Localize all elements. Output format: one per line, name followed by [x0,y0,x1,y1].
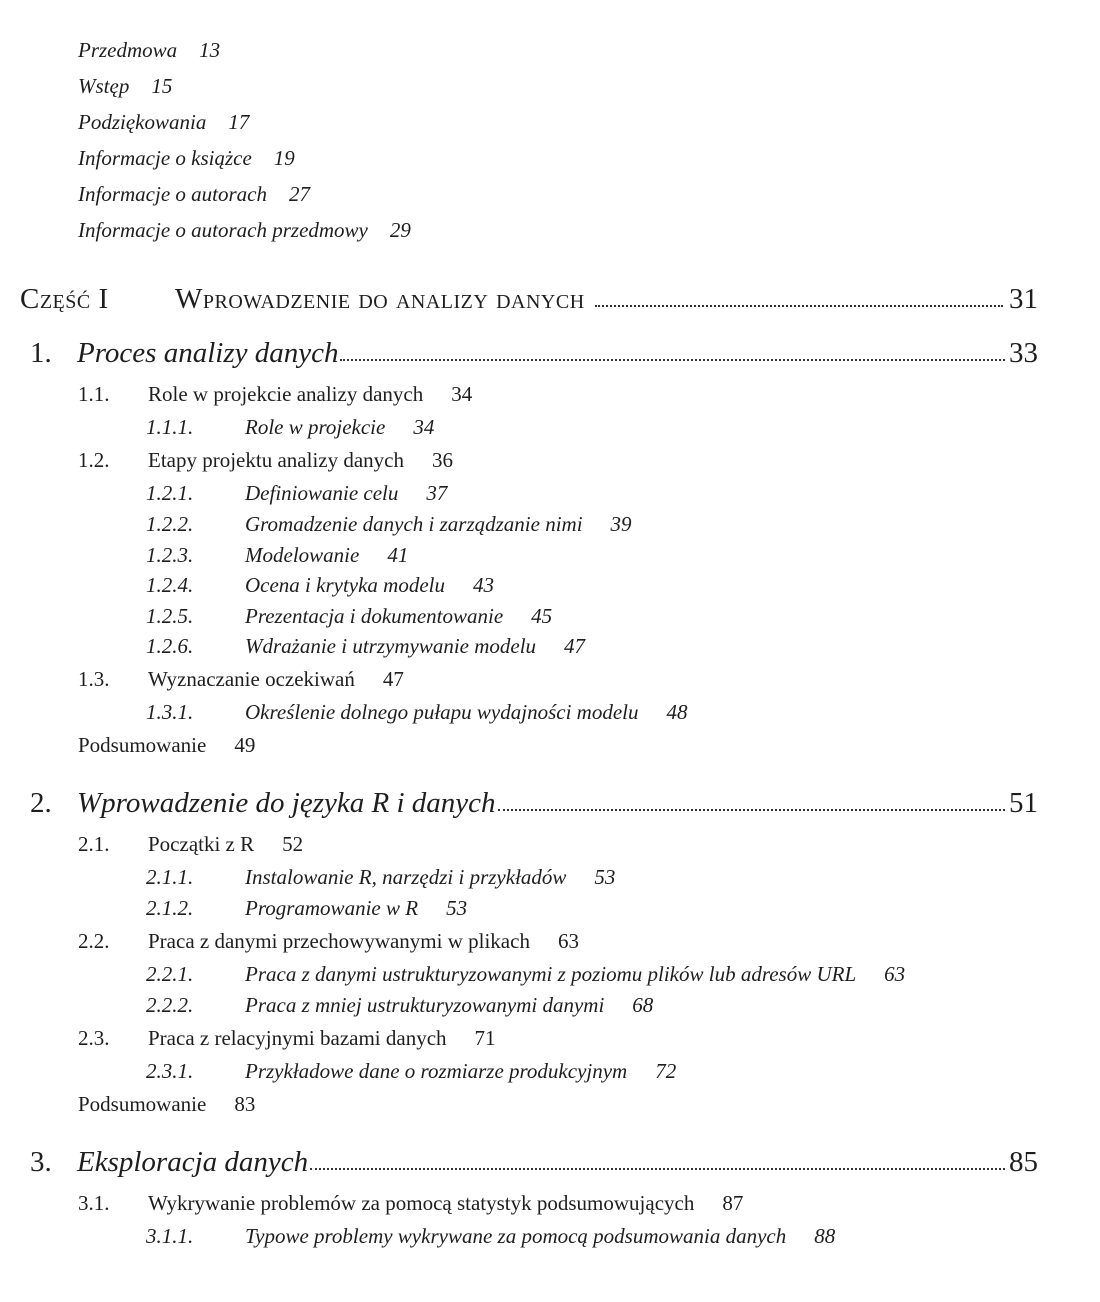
subsection-number: 1.1.1. [146,415,194,439]
chapter-number: 3. [30,1146,52,1178]
section-page: 34 [451,382,473,406]
subsection-number: 1.2.1. [146,481,194,505]
subsection-number: 2.2.2. [146,993,194,1017]
section-page: 87 [722,1191,744,1215]
subsection-title: Gromadzenie danych i zarządzanie nimi [245,512,583,536]
part-title: Wprowadzenie do analizy danych [175,283,585,315]
subsection-title: Typowe problemy wykrywane za pomocą podsumowania danych [245,1224,787,1248]
toc-subsection-entry[interactable] [146,1058,676,1084]
toc-subsection-entry[interactable] [146,480,447,506]
summary-page: 49 [234,733,256,757]
toc-subsection-entry[interactable] [146,895,467,921]
toc-entry-front-matter[interactable] [78,104,411,140]
entry-page: 29 [389,218,411,242]
toc-section-entry[interactable] [78,666,404,692]
entry-title: Informacje o autorach [78,182,267,206]
toc-subsection-entry[interactable] [146,864,615,890]
chapter-number: 1. [30,337,52,369]
subsection-title: Role w projekcie [245,415,386,439]
toc-entry-front-matter[interactable] [78,140,411,176]
section-page: 63 [557,929,579,953]
entry-page: 13 [199,38,221,62]
entry-page: 27 [288,182,310,206]
section-number: 2.3. [78,1026,110,1050]
chapter-page: 85 [1009,1146,1038,1178]
section-title: Wykrywanie problemów za pomocą statystyk podsumowujących [148,1191,695,1215]
subsection-title: Praca z danymi ustrukturyzowanymi z poziomu plików lub adresów URL [245,962,857,986]
section-number: 2.1. [78,832,110,856]
chapter-number: 2. [30,787,52,819]
section-title: Role w projekcie analizy danych [148,382,424,406]
subsection-number: 1.3.1. [146,700,194,724]
toc-section-entry[interactable] [78,447,453,473]
entry-title: Informacje o książce [78,146,252,170]
section-title: Początki z R [148,832,255,856]
section-title: Praca z danymi przechowywanymi w plikach [148,929,530,953]
section-page: 52 [282,832,304,856]
subsection-page: 34 [413,415,435,439]
toc-entry-front-matter[interactable] [78,212,411,248]
part-page: 31 [1009,283,1038,315]
toc-subsection-entry[interactable] [146,572,494,598]
toc-section-entry[interactable] [78,381,472,407]
subsection-number: 2.1.1. [146,865,194,889]
subsection-title: Przykładowe dane o rozmiarze produkcyjnym [245,1059,628,1083]
toc-subsection-entry[interactable] [146,961,905,987]
toc-part-heading[interactable] [20,274,1038,316]
subsection-page: 47 [564,634,586,658]
toc-subsection-entry[interactable] [146,699,687,725]
subsection-page: 41 [387,543,409,567]
subsection-number: 1.2.5. [146,604,194,628]
summary-title: Podsumowanie [78,1092,207,1116]
subsection-number: 1.2.3. [146,543,194,567]
toc-subsection-entry[interactable] [146,414,434,440]
subsection-title: Prezentacja i dokumentowanie [245,604,504,628]
chapter-title: Eksploracja danych [77,1146,309,1178]
subsection-page: 72 [655,1059,677,1083]
dot-leader [310,1168,1005,1170]
section-number: 1.3. [78,667,110,691]
subsection-title: Wdrażanie i utrzymywanie modelu [245,634,537,658]
toc-subsection-entry[interactable] [146,603,552,629]
subsection-title: Praca z mniej ustrukturyzowanymi danymi [245,993,605,1017]
toc-section-entry[interactable] [78,1025,496,1051]
entry-title: Wstęp [78,74,130,98]
subsection-page: 37 [426,481,448,505]
subsection-number: 2.1.2. [146,896,194,920]
subsection-title: Programowanie w R [245,896,419,920]
entry-page: 19 [273,146,295,170]
subsection-page: 45 [531,604,553,628]
toc-section-entry[interactable] [78,928,579,954]
chapter-title: Proces analizy danych [77,337,339,369]
toc-summary-entry[interactable] [78,732,255,758]
toc-subsection-entry[interactable] [146,1223,835,1249]
toc-section-entry[interactable] [78,1190,743,1216]
toc-subsection-entry[interactable] [146,992,653,1018]
chapter-title: Wprowadzenie do języka R i danych [77,787,496,819]
subsection-title: Ocena i krytyka modelu [245,573,446,597]
toc-chapter-heading[interactable] [30,1139,1038,1179]
subsection-title: Określenie dolnego pułapu wydajności modelu [245,700,639,724]
subsection-number: 1.2.2. [146,512,194,536]
subsection-number: 2.3.1. [146,1059,194,1083]
subsection-title: Definiowanie celu [245,481,399,505]
toc-chapter-heading[interactable] [30,780,1038,820]
section-number: 1.1. [78,382,110,406]
toc-entry-front-matter[interactable] [78,68,411,104]
section-number: 2.2. [78,929,110,953]
entry-page: 15 [151,74,173,98]
subsection-page: 68 [632,993,654,1017]
section-number: 3.1. [78,1191,110,1215]
section-page: 71 [474,1026,496,1050]
subsection-number: 1.2.6. [146,634,194,658]
subsection-page: 53 [594,865,616,889]
subsection-page: 39 [610,512,632,536]
section-title: Etapy projektu analizy danych [148,448,404,472]
part-label: Część I [20,283,109,315]
subsection-page: 48 [666,700,688,724]
subsection-page: 88 [814,1224,836,1248]
toc-entry-front-matter[interactable] [78,176,411,212]
dot-leader [595,305,1003,307]
section-title: Praca z relacyjnymi bazami danych [148,1026,447,1050]
toc-entry-front-matter[interactable] [78,32,411,68]
subsection-title: Instalowanie R, narzędzi i przykładów [245,865,567,889]
toc-chapter-heading[interactable] [30,330,1038,370]
toc-subsection-entry[interactable] [146,542,408,568]
toc-summary-entry[interactable] [78,1091,255,1117]
dot-leader [498,809,1005,811]
section-page: 36 [432,448,453,472]
dot-leader [340,359,1005,361]
summary-page: 83 [234,1092,256,1116]
subsection-page: 43 [473,573,495,597]
subsection-page: 53 [446,896,468,920]
toc-subsection-entry[interactable] [146,633,585,659]
entry-title: Informacje o autorach przedmowy [78,218,368,242]
entry-title: Podziękowania [78,110,207,134]
subsection-number: 3.1.1. [146,1224,194,1248]
subsection-number: 2.2.1. [146,962,194,986]
entry-page: 17 [228,110,250,134]
subsection-number: 1.2.4. [146,573,194,597]
summary-title: Podsumowanie [78,733,207,757]
chapter-page: 51 [1009,787,1038,819]
chapter-page: 33 [1009,337,1038,369]
section-page: 47 [382,667,404,691]
toc-section-entry[interactable] [78,831,303,857]
section-number: 1.2. [78,448,110,472]
front-matter-list [78,32,411,248]
subsection-title: Modelowanie [245,543,360,567]
section-title: Wyznaczanie oczekiwań [148,667,355,691]
subsection-page: 63 [884,962,906,986]
toc-subsection-entry[interactable] [146,511,632,537]
entry-title: Przedmowa [78,38,178,62]
